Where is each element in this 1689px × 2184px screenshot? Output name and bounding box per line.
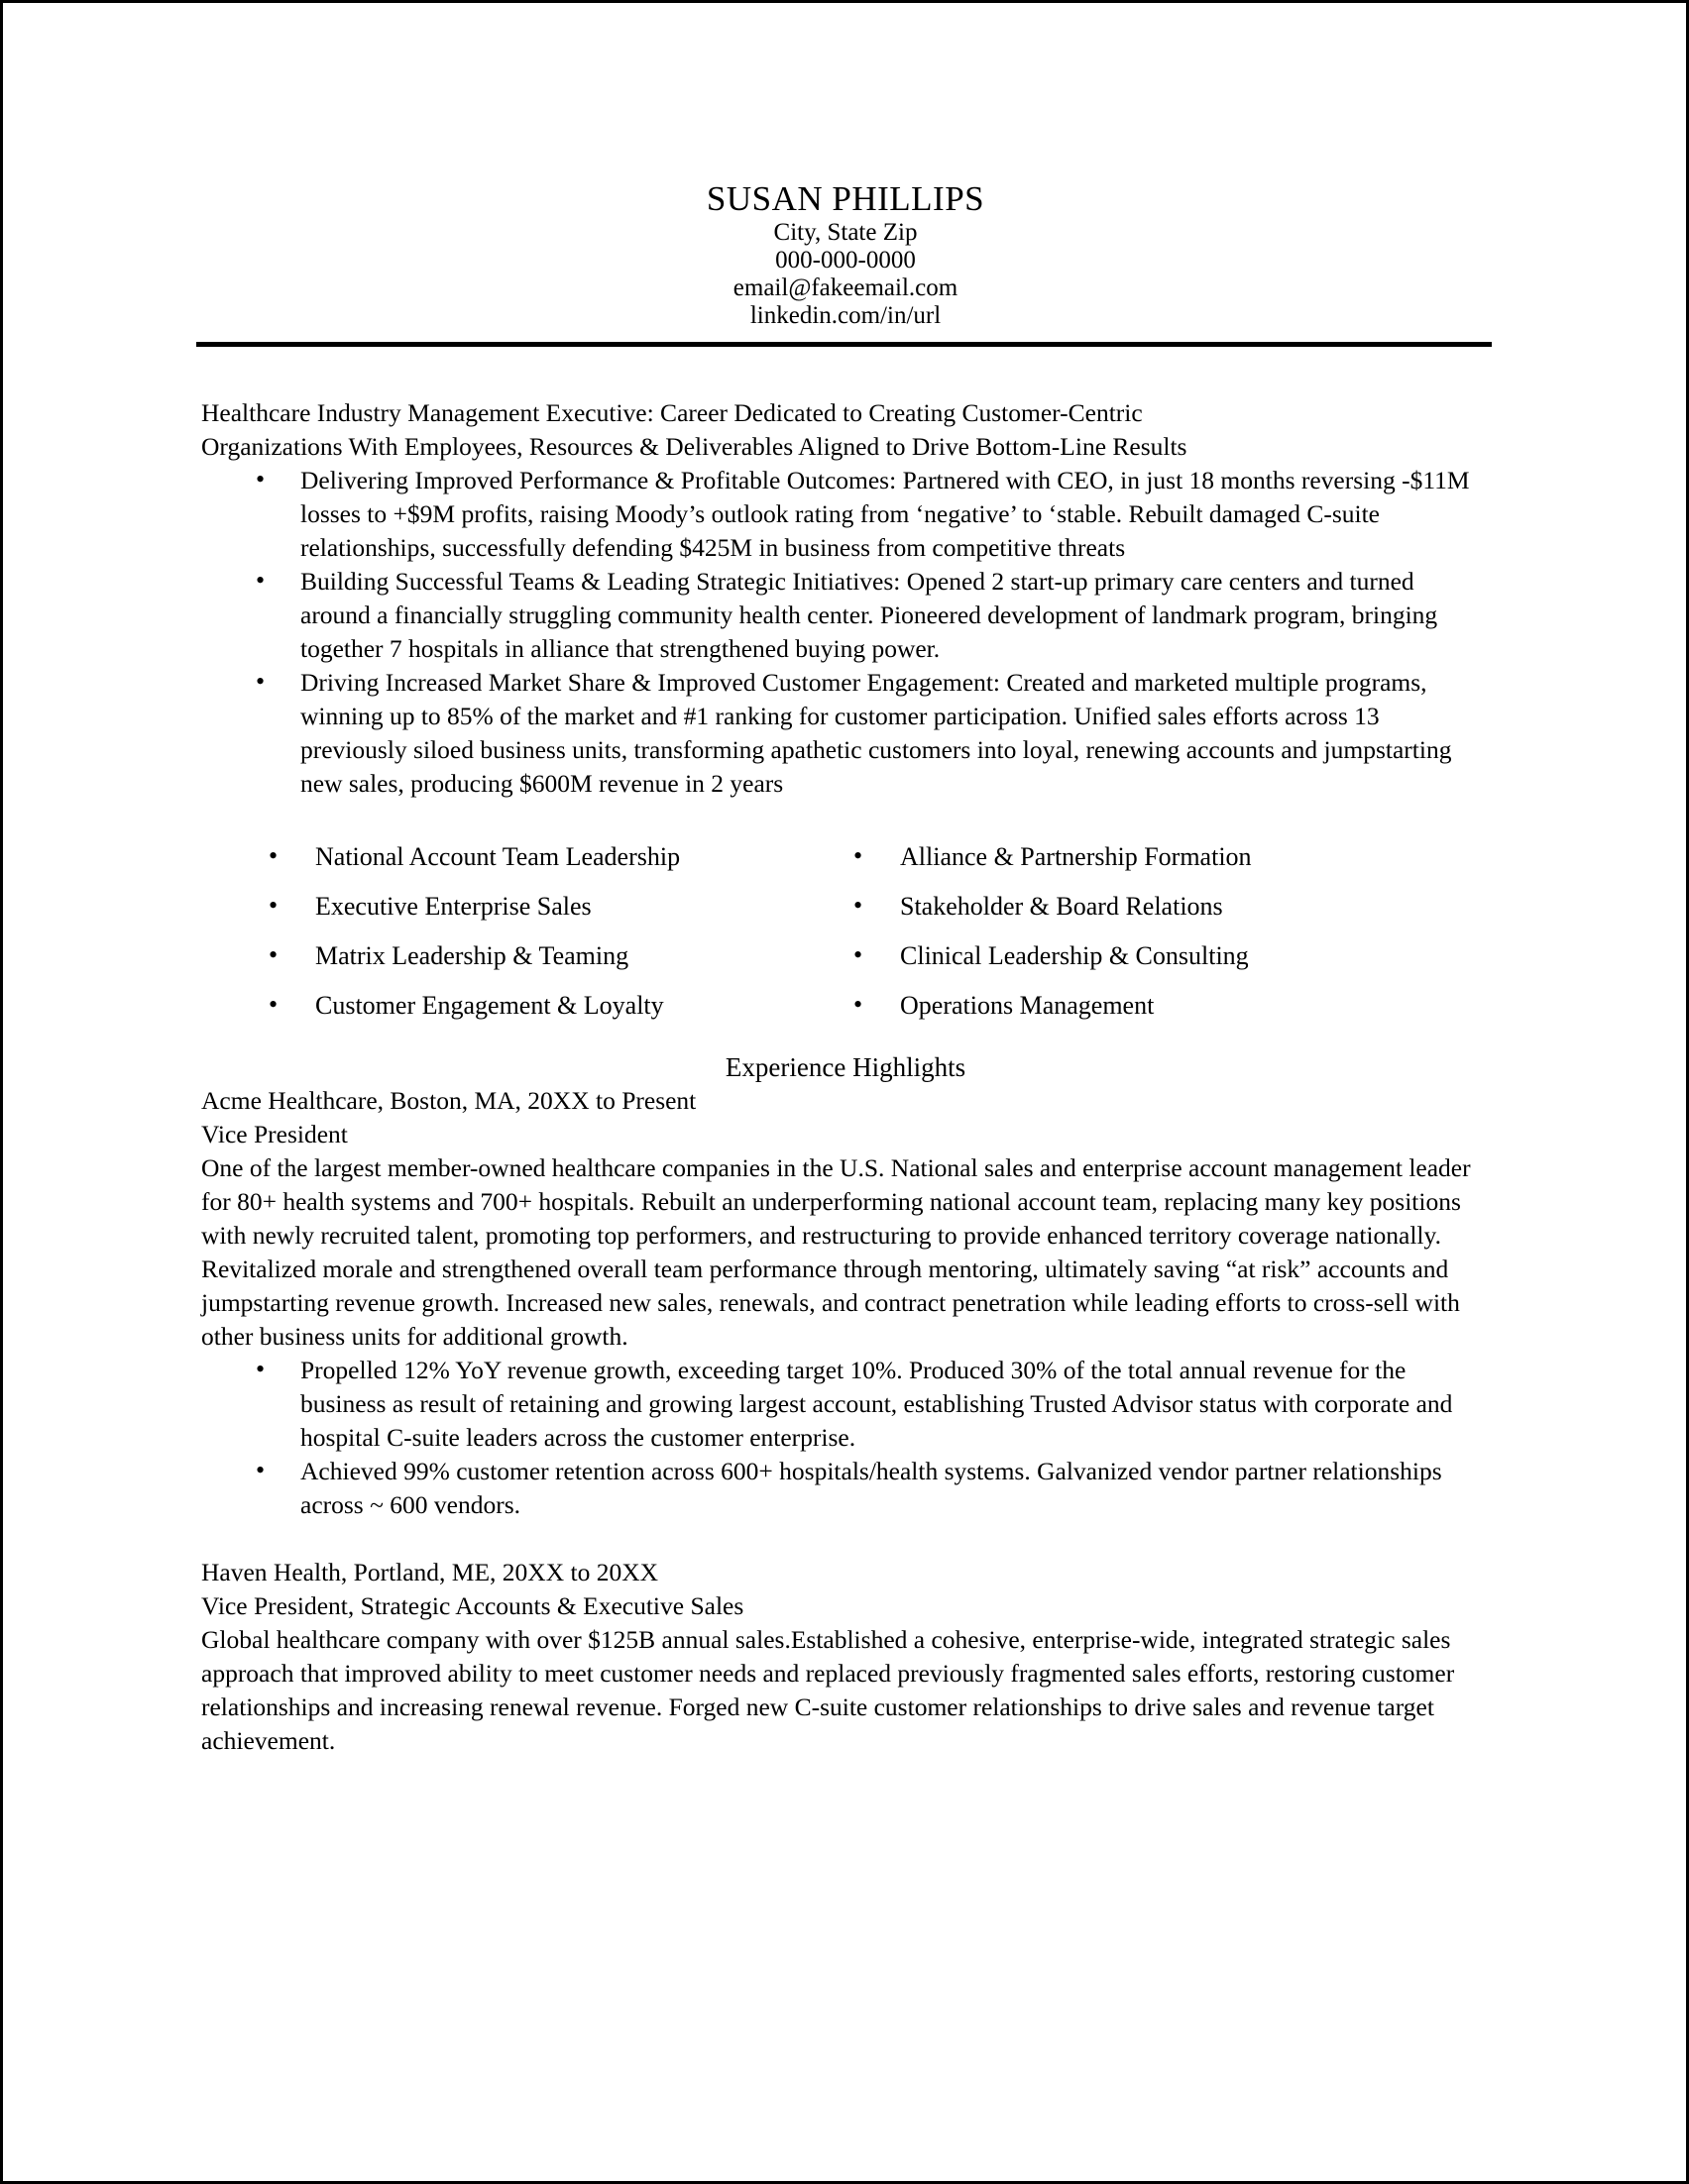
list-item: • Propelled 12% YoY revenue growth, exceeding target 10%. Produced 30% of the total annual revenue for the business as result of retaining and growing largest account, establishing Trusted Advisor status with corporate and hospital C-suite leaders across the customer enterprise. [201,1354,1490,1455]
list-item: • Driving Increased Market Share & Improved Customer Engagement: Created and marketed multiple programs, winning up to 85% of the market and #1 ranking for customer participation. Unified sales efforts across 13 previously siloed business units, transforming apathetic customers into loyal, renewing accounts and jumpstarting new sales, producing $600M revenue in 2 years [201,666,1490,801]
list-item: • Building Successful Teams & Leading Strategic Initiatives: Opened 2 start-up primary care centers and turned around a financially struggling community health center. Pioneered development of landmark program, bringing together 7 hospitals in alliance that strengthened buying power. [201,565,1490,666]
list-item: • Clinical Leadership & Consulting [845,941,1430,970]
list-item: • Customer Engagement & Loyalty [261,991,845,1020]
candidate-phone: 000-000-0000 [775,247,916,273]
skills-left-column [261,842,845,1040]
list-item: • National Account Team Leadership [261,842,845,871]
summary-headline-line-1: Healthcare Industry Management Executive: Career Dedicated to Creating Customer-Centric [201,398,1143,427]
job-company-line: Acme Healthcare, Boston, MA, 20XX to Present [201,1086,697,1115]
candidate-email: email@fakeemail.com [732,274,958,301]
summary-section [201,396,1490,801]
candidate-location: City, State Zip [773,219,918,246]
resume-header [201,3,1490,330]
list-item: • Delivering Improved Performance & Profitable Outcomes: Partnered with CEO, in just 18 months reversing -$11M losses to +$9M profits, raising Moody’s outlook rating from ‘negative’ to ‘stable. Rebuilt damaged C-suite relationships, successfully defending $425M in business from competitive threats [201,464,1490,565]
section-heading-experience: Experience Highlights [725,1052,966,1082]
experience-section [201,1050,1490,1758]
skills-right-list [845,842,1430,1020]
list-item: • Stakeholder & Board Relations [845,892,1430,921]
list-item: • Executive Enterprise Sales [261,892,845,921]
experience-entry-haven [201,1556,1490,1758]
job-bullet-list [201,1354,1490,1522]
summary-bullet-list [201,464,1490,801]
skills-left-list [261,842,845,1020]
job-title: Vice President, Strategic Accounts & Executive Sales [201,1591,744,1620]
list-item: • Achieved 99% customer retention across 600+ hospitals/health systems. Galvanized vendor partner relationships across ~ 600 vendors. [201,1455,1490,1522]
job-description: One of the largest member-owned healthcare companies in the U.S. National sales and enterprise account management leader for 80+ health systems and 700+ hospitals. Rebuilt an underperforming national account team, replacing many key positions with newly recruited talent, promoting top performers, and restructuring to provide enhanced territory coverage nationally. Revitalized morale and strengthened overall team performance through mentoring, ultimately saving “at risk” accounts and jumpstarting revenue growth. Increased new sales, renewals, and contract penetration while leading efforts to cross-sell with other business units for additional growth. [201,1153,1471,1351]
candidate-linkedin: linkedin.com/in/url [749,302,942,329]
job-description: Global healthcare company with over $125B annual sales.Established a cohesive, enterprise-wide, integrated strategic sales approach that improved ability to meet customer needs and replaced previously fragmented sales efforts, restoring customer relationships and increasing renewal revenue. Forged new C-suite customer relationships to drive sales and revenue target achievement. [201,1625,1455,1755]
core-competencies-section [261,842,1490,1040]
list-item: • Matrix Leadership & Teaming [261,941,845,970]
job-company-line: Haven Health, Portland, ME, 20XX to 20XX [201,1558,659,1586]
list-item: • Alliance & Partnership Formation [845,842,1430,871]
experience-spacer [201,1522,1490,1556]
summary-headline-line-2: Organizations With Employees, Resources & Deliverables Aligned to Drive Bottom-Line Results [201,432,1187,461]
job-title: Vice President [201,1120,348,1148]
page-content [201,3,1490,1758]
header-divider [196,342,1492,347]
experience-entry-acme [201,1084,1490,1522]
list-item: • Operations Management [845,991,1430,1020]
skills-right-column [845,842,1430,1040]
candidate-name: SUSAN PHILLIPS [706,179,985,218]
